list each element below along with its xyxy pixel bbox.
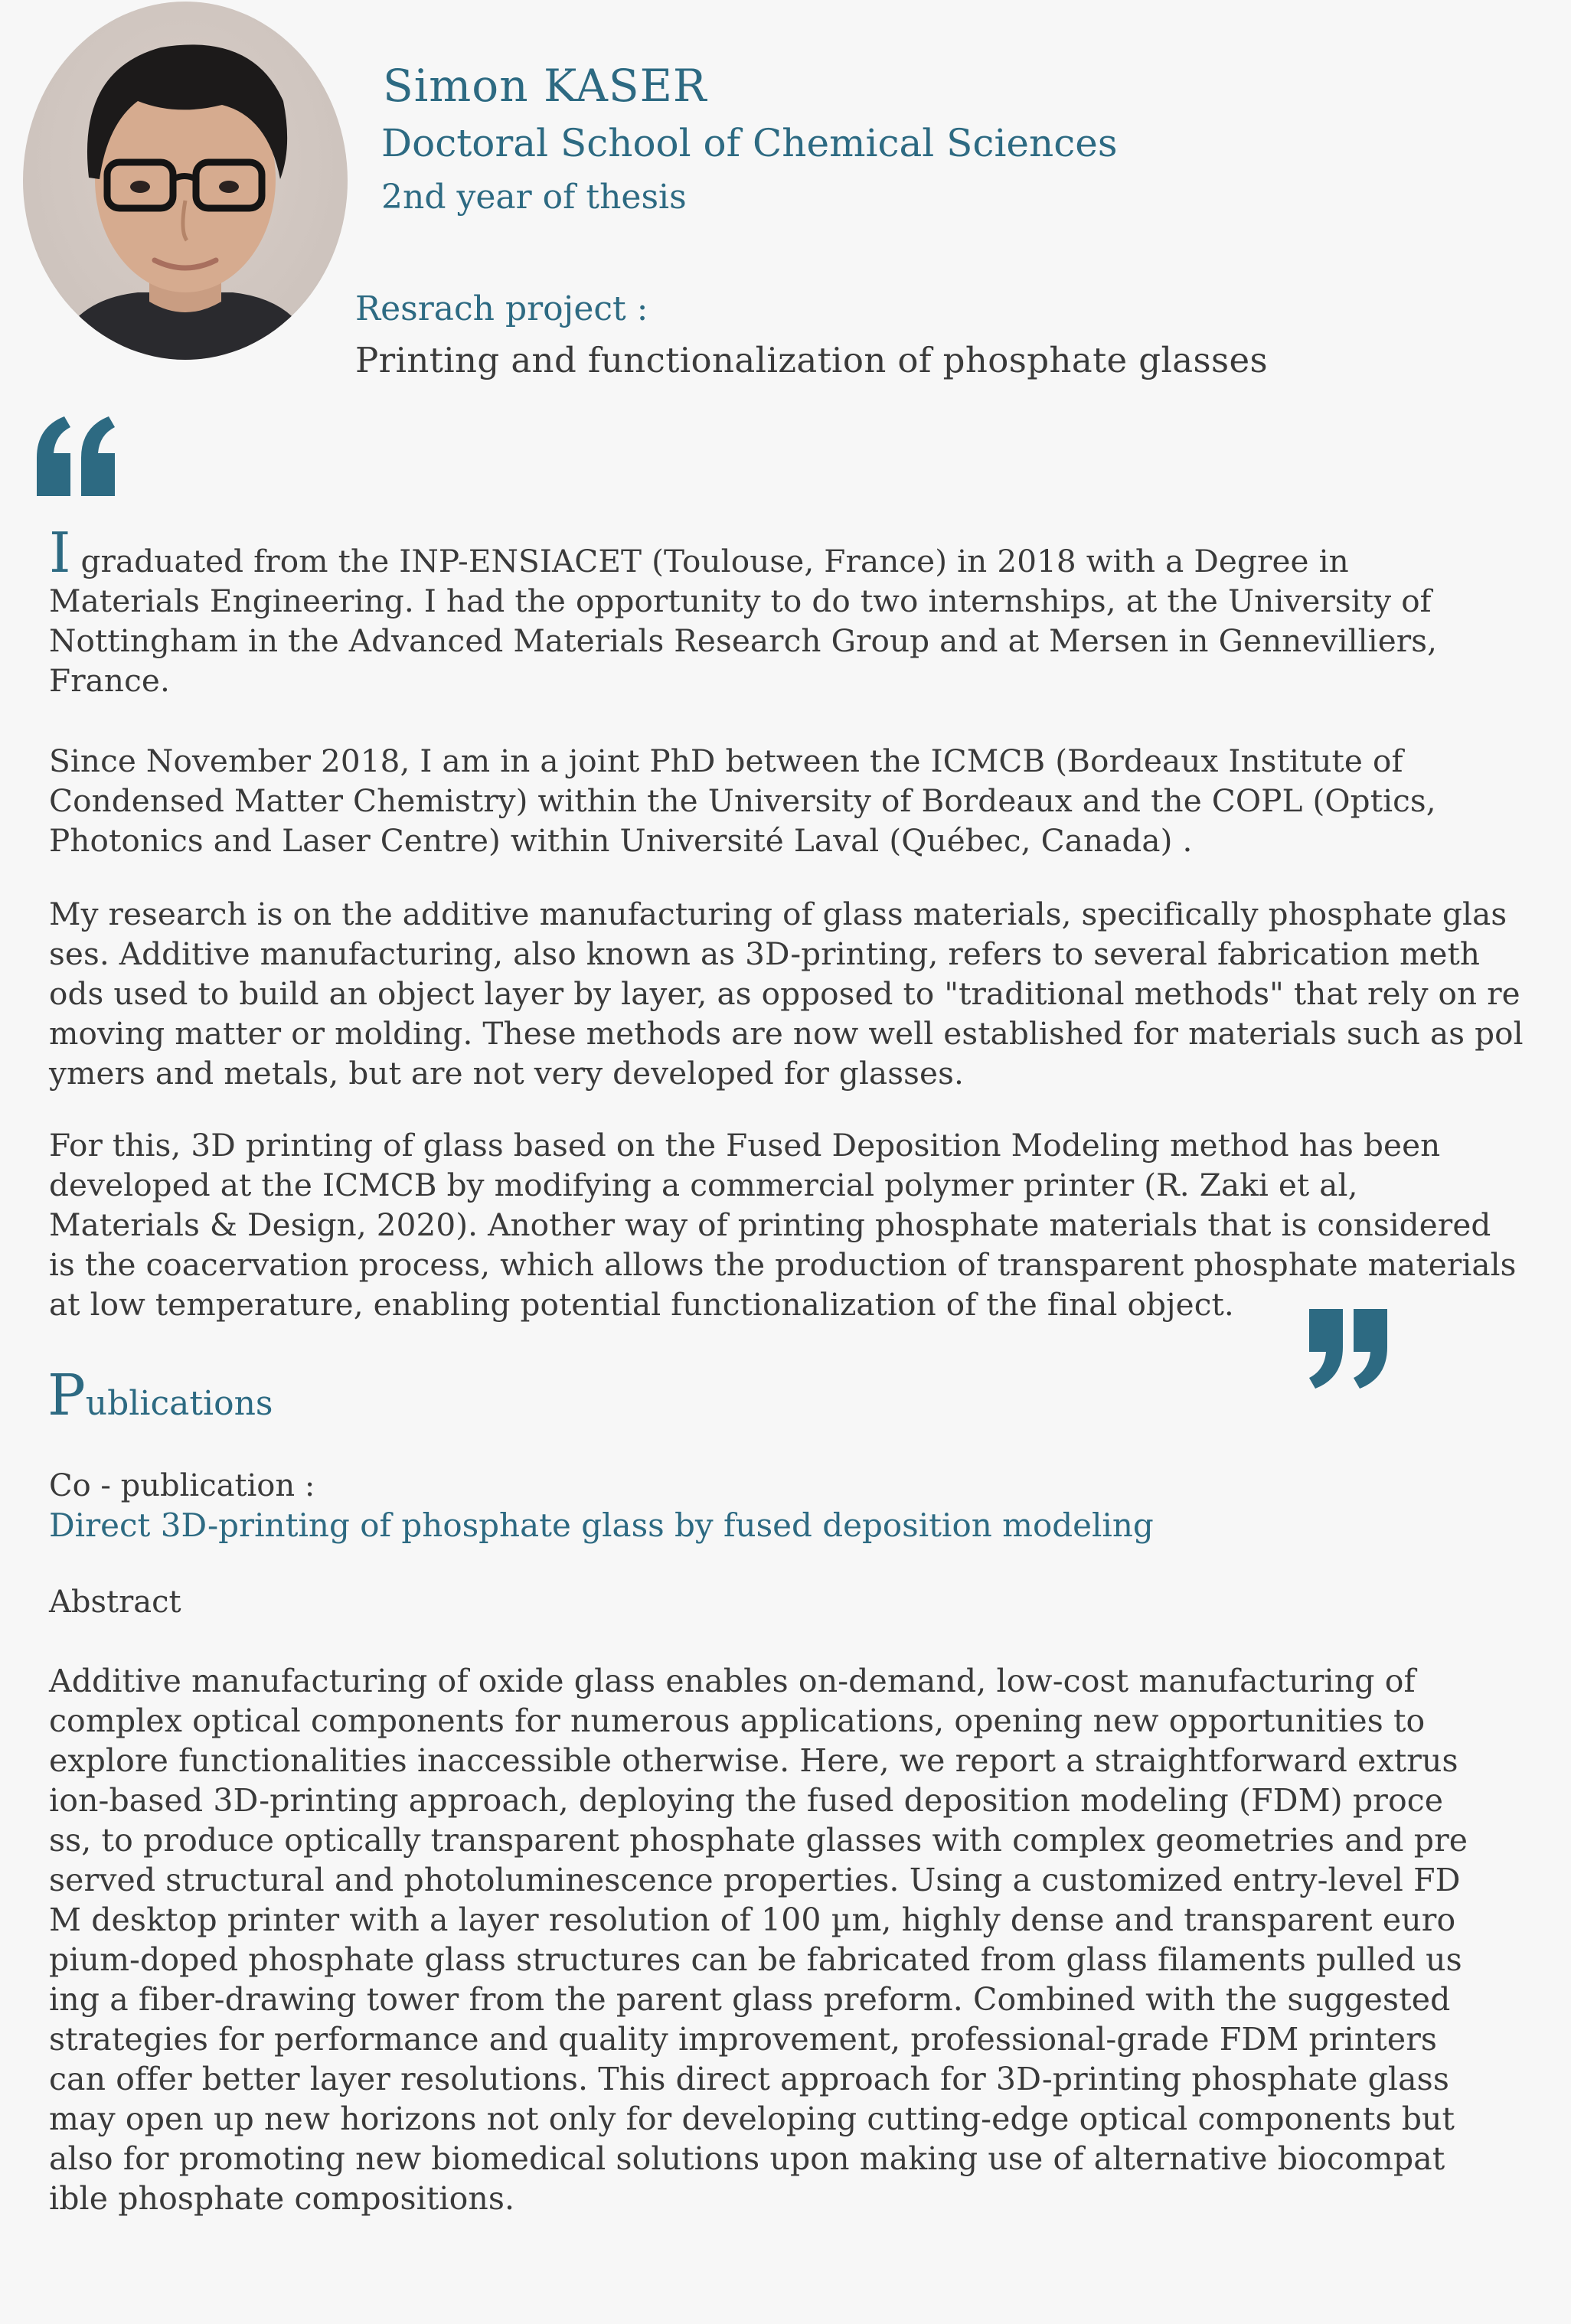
drop-cap: I bbox=[49, 521, 71, 585]
copublication-title: Direct 3D-printing of phosphate glass by fused deposition modeling bbox=[49, 1506, 1154, 1544]
publications-drop-cap: P bbox=[47, 1363, 86, 1428]
research-project-label: Resrach project : bbox=[355, 289, 648, 328]
copublication-label: Co - publication : bbox=[49, 1468, 315, 1503]
portrait-illustration bbox=[23, 2, 348, 360]
open-quote-icon bbox=[31, 413, 122, 498]
publications-heading-text: ublications bbox=[85, 1384, 273, 1423]
bio-paragraph-1 bbox=[49, 521, 1550, 700]
bio-paragraph-1-text: graduated from the INP-ENSIACET (Toulouse, France) in 2018 with a Degree in Materials Engineering. I had the opportunity to do two internships, at the University of Nottingham in the Advanced Materials Research Group and at Mersen in Gennevilliers, France. bbox=[49, 543, 1438, 699]
thesis-year: 2nd year of thesis bbox=[381, 178, 687, 217]
person-name: Simon KASER bbox=[383, 60, 707, 112]
close-quote-icon bbox=[1302, 1307, 1393, 1392]
abstract-text: Additive manufacturing of oxide glass enables on-demand, low-cost manufacturing of complex optical components for numerous applications, opening new opportunities to explore functionalities inaccessible otherwise. Here, we report a straightforward extrus ion-based 3D-printing approach, deploying the fused deposition modeling (FDM) proce ss, to produce optically transparent phosphate glasses with complex geometries and pre served structural and photoluminescence properties. Using a customized entry-level FD M desktop printer with a layer resolution of 100 µm, highly dense and transparent euro pium-doped phosphate glass structures can be fabricated from glass filaments pulled us ing a fiber-drawing tower from the parent glass preform. Combined with the suggested strategies for performance and quality improvement, professional-grade FDM printers can offer better layer resolutions. This direct approach for 3D-printing phosphate glass may open up new horizons not only for developing cutting-edge optical components but also for promoting new biomedical solutions upon making use of alternative biocompat ible phosphate compositions. bbox=[49, 1663, 1468, 2217]
profile-photo bbox=[23, 2, 348, 360]
bio-paragraph-4: For this, 3D printing of glass based on the Fused Deposition Modeling method has been developed at the ICMCB by modifying a commercial polymer printer (R. Zaki et al, Materials & Design, 2020). Another way of printing phosphate materials that is considered is the coacervation process, which allows the production of transparent phosphate materials at low temperature, enabling potential functionalization of the final object. bbox=[49, 1127, 1517, 1323]
research-project-title: Printing and functionalization of phosphate glasses bbox=[355, 340, 1269, 380]
doctoral-school: Doctoral School of Chemical Sciences bbox=[381, 121, 1118, 165]
publications-heading bbox=[47, 1363, 273, 1428]
bio-paragraph-2: Since November 2018, I am in a joint PhD between the ICMCB (Bordeaux Institute of Condensed Matter Chemistry) within the University of Bordeaux and the COPL (Optics, Photonics and Laser Centre) within Université Laval (Québec, Canada) . bbox=[49, 743, 1436, 859]
bio-paragraph-3: My research is on the additive manufacturing of glass materials, specifically phosphate glas ses. Additive manufacturing, also known as 3D-printing, refers to several fabrication meth ods used to build an object layer by layer, as opposed to "traditional methods" that rely on re moving matter or molding. These methods are now well established for materials such as pol ymers and metals, but are not very developed for glasses. bbox=[49, 896, 1524, 1092]
abstract-label: Abstract bbox=[49, 1585, 181, 1620]
